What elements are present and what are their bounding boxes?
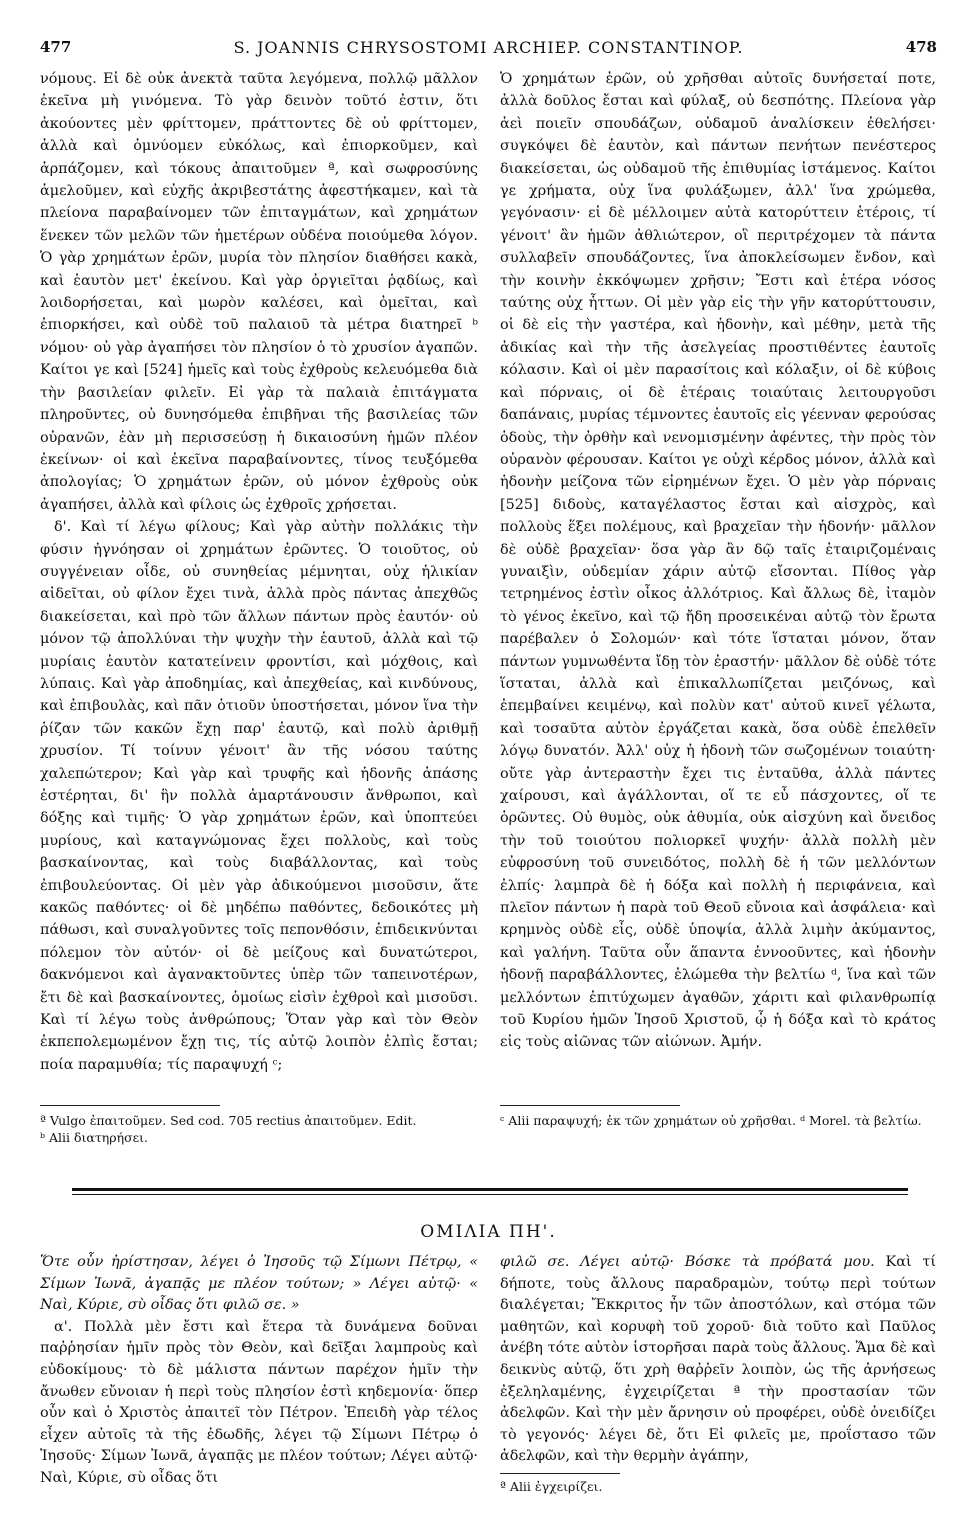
left-column xyxy=(40,68,478,1076)
footnotes-right xyxy=(500,1112,936,1129)
paragraph: Ὁ χρημάτων ἐρῶν, οὐ χρῆσθαι αὐτοῖς δυνήσεταί ποτε, ἀλλὰ δοῦλος ἔσται καὶ φύλαξ, οὐ δεσπότης. Πλείονα γὰρ ἀεὶ ποιεῖν σπουδάζων, οὐδαμοῦ ἀναλίσκειν ἐθελήσει· συγκόψει δὲ ἑαυτὸν, καὶ πάντων πενήτων πενέστερος διακείσεται, ὡς οὐδαμοῦ τῆς ἐπιθυμίας ἱστάμενος. Καίτοι γε χρήματα, οὐχ ἵνα φυλάξωμεν, ἀλλ' ἵνα χρώμεθα, γεγόνασιν· εἰ δὲ μέλλοιμεν αὐτὰ κατορύττειν ἑτέροις, τί γένοιτ' ἂν ἡμῶν ἀθλιώτερον, οἳ περιτρέχομεν τὰ πάντα συλλαβεῖν σπουδάζοντες, ἵνα ἀποκλείσωμεν ἔνδον, καὶ τὴν κοινὴν ἐκκόψωμεν χρῆσιν; Ἔστι καὶ ἑτέρα νόσος ταύτης οὐχ ἧττων. Οἱ μὲν γὰρ εἰς τὴν γῆν κατορύττουσιν, οἱ δὲ εἰς τὴν γαστέρα, καὶ ἡδονὴν, καὶ μέθην, μετὰ τῆς ἀδικίας καὶ τὴν τῆς ἀσελγείας προστιθέντες ἑαυτοῖς κόλασιν. Καὶ οἱ μὲν παρασίτοις καὶ κόλαξιν, οἱ δὲ κύβοις καὶ πόρναις, οἱ δὲ ἑτέραις τοιαύταις λειτουργοῦσι δαπάναις, μυρίας τέμνοντες ἑαυτοῖς εἰς γέενναν φερούσας ὁδοὺς, τὴν ὀρθὴν καὶ νενομισμένην ἀφέντες, τὴν πρὸς τὸν οὐρανὸν φέρουσαν. Καίτοι γε οὐχὶ κέρδος μόνον, ἀλλὰ καὶ ἡδονὴν μείζονα τῶν εἰρημένων ἔχει. Ὁ μὲν γὰρ πόρναις [525] διδοὺς, καταγέλαστος ἔσται καὶ αἰσχρὸς, καὶ πολλοὺς ἕξει πολέμους, καὶ βραχεῖαν τὴν ἡδονήν· μᾶλλον δὲ οὐδὲ βραχεῖαν· ὅσα γὰρ ἂν δῷ ταῖς ἑταιριζομέναις γυναιξὶν, οὐδεμίαν χάριν αὐτῷ εἴσονται. Πίθος γὰρ τετρημένος ἐστὶν οἶκος ἀλλότριος. Καὶ ἄλλως δὲ, ἰταμὸν τὸ γένος ἐκεῖνο, καὶ τῷ ἤδη προσεικέναι αὐτῷ τὸν ἔρωτα παρέβαλεν ὁ Σολομών· καὶ τότε ἵσταται μόνον, ὅταν πάντων γυμνωθέντα ἴδῃ τὸν ἐραστήν· μᾶλλον δὲ οὐδὲ τότε ἵσταται, ἀλλὰ καὶ ἐπικαλλωπίζεται μειζόνως, καὶ ἐπεμβαίνει κειμένῳ, καὶ πολὺν κατ' αὐτοῦ κινεῖ γέλωτα, καὶ τοσαῦτα αὐτὸν ἐργάζεται κακὰ, ὅσα οὐδὲ ἐπελθεῖν λόγῳ δυνατόν. Ἀλλ' οὐχ ἡ ἡδονὴ τῶν σωζομένων τοιαύτη· οὔτε γὰρ ἀντεραστὴν ἔχει τις ἐνταῦθα, ἀλλὰ πάντες χαίρουσι, καὶ ἀγάλλονται, οἵ τε εὖ πάσχοντες, οἵ τε ὁρῶντες. Οὐ θυμὸς, οὐκ ἀθυμία, οὐκ αἰσχύνη καὶ ὄνειδος τὴν τοῦ τοιούτου πολιορκεῖ ψυχήν· ἀλλὰ πολλὴ μὲν εὐφροσύνη τοῦ συνειδότος, πολλὴ δὲ ἡ τῶν μελλόντων ἐλπίς· λαμπρὰ δὲ ἡ δόξα καὶ πολλὴ ἡ περιφάνεια, καὶ πλεῖον πάντων ἡ παρὰ τοῦ Θεοῦ εὔνοια καὶ ἀσφάλεια· καὶ κρημνὸς οὐδὲ εἷς, οὐδὲ ὑποψία, ἀλλὰ λιμὴν ἀκύμαντος, καὶ γαλήνη. Ταῦτα οὖν ἅπαντα ἐννοοῦντες, καὶ ἡδονὴν ἡδονῇ παραβάλλοντες, ἑλώμεθα τὴν βελτίω ᵈ, ἵνα καὶ τῶν μελλόντων ἐπιτύχωμεν ἀγαθῶν, χάριτι καὶ φιλανθρωπίᾳ τοῦ Κυρίου ἡμῶν Ἰησοῦ Χριστοῦ, ᾧ ἡ δόξα καὶ τὸ κράτος εἰς τοὺς αἰῶνας τῶν αἰώνων. Ἀμήν. xyxy=(500,71,936,1051)
homily-left-column xyxy=(40,1252,478,1490)
page-number-right: 478 xyxy=(905,38,937,56)
footnote: ᵇ Alii διατηρήσει. xyxy=(40,1130,148,1145)
paragraph-text: Καὶ τί δήποτε, τοὺς ἄλλους παραδραμὼν, τούτῳ περὶ τούτων διαλέγεται; Ἔκκριτος ἦν τῶν ἀποστόλων, καὶ στόμα τῶν μαθητῶν, καὶ κορυφὴ τοῦ χοροῦ· διὰ τοῦτο καὶ Παῦλος ἀνέβη τότε αὐτὸν ἱστορῆσαι παρὰ τοὺς ἄλλους. Ἅμα δὲ καὶ δεικνὺς αὐτῷ, ὅτι χρὴ θαῤῥεῖν λοιπὸν, ὡς τῆς ἀρνήσεως ἐξεληλαμένης, ἐγχειρίζεται ª τὴν προστασίαν τῶν ἀδελφῶν. Καὶ τὴν μὲν ἄρνησιν οὐ προφέρει, οὐδὲ ὀνειδίζει τὸ γεγονός· λέγει δὲ, ὅτι Εἰ φιλεῖς με, προΐστασο τῶν ἀδελφῶν, καὶ τὴν θερμὴν ἀγάπην, xyxy=(500,1254,936,1465)
footnotes-left xyxy=(40,1112,478,1146)
footnote: ᶜ Alii παραψυχή; ἐκ τῶν χρημάτων οὐ χρῆσθαι. ᵈ Morel. τὰ βελτίω. xyxy=(500,1113,922,1128)
lemma-continuation: φιλῶ σε. Λέγει αὐτῷ· Βόσκε τὰ πρόβατά μου. xyxy=(500,1254,875,1270)
running-title: S. JOANNIS CHRYSOSTOMI ARCHIEP. CONSTANTINOP. xyxy=(233,38,744,57)
homily-title: ΟΜΙΛΙΑ ΠΗ'. xyxy=(420,1222,557,1242)
homily-right-column xyxy=(500,1252,936,1468)
paragraph xyxy=(500,1252,936,1468)
section-divider xyxy=(72,1188,908,1191)
section-divider-thin xyxy=(72,1194,908,1195)
right-column xyxy=(500,68,936,1054)
footnote-rule xyxy=(40,1105,220,1106)
paragraph: νόμους. Εἰ δὲ οὐκ ἀνεκτὰ ταῦτα λεγόμενα, πολλῷ μᾶλλον ἐκεῖνα μὴ γινόμενα. Τὸ γὰρ δεινὸν τοῦτό ἐστιν, ὅτι ἀκούοντες μὲν φρίττομεν, πράττοντες δὲ οὐ φρίττομεν, ἀλλὰ καὶ ὀμνύομεν εὐκόλως, καὶ ἐπιορκοῦμεν, καὶ ἁρπάζομεν, καὶ τόκους ἀπαιτοῦμεν ª, καὶ σωφροσύνης ἀμελοῦμεν, καὶ εὐχῆς ἀκριβεστάτης ἀφεστήκαμεν, καὶ τὰ πλείονα παραβαίνομεν τῶν ἐπιταγμάτων, καὶ χρημάτων ἕνεκεν τῶν μελῶν τῶν ἡμετέρων οὐδένα ποιούμεθα λόγον. Ὁ γὰρ χρημάτων ἐρῶν, μυρία τὸν πλησίον διαθήσει κακὰ, καὶ ἑαυτὸν μετ' ἐκείνου. Καὶ γὰρ ὀργιεῖται ῥᾳδίως, καὶ λοιδορήσεται, καὶ μωρὸν καλέσει, καὶ ὀμεῖται, καὶ ἐπιορκήσει, καὶ οὐδὲ τοῦ παλαιοῦ τὰ μέτρα διατηρεῖ ᵇ νόμου· οὐ γὰρ ἀγαπήσει τὸν πλησίον ὁ τὸ χρυσίον ἀγαπῶν. Καίτοι γε καὶ [524] ἡμεῖς καὶ τοὺς ἐχθροὺς κελευόμεθα διὰ τὴν βασιλείαν φιλεῖν. Εἰ γὰρ τὰ παλαιὰ ἐπιτάγματα πληροῦντες, οὐ δυνησόμεθα ἐπιβῆναι τῆς βασιλείας τῶν οὐρανῶν, ἐὰν μὴ περισσεύσῃ ἡ δικαιοσύνη ἡμῶν πλέον ἐκείνων· οἱ καὶ ἐκεῖνα παραβαίνοντες, τίνος τευξόμεθα ἀπολογίας; Ὁ χρημάτων ἐρῶν, οὐ μόνον ἐχθροὺς οὐκ ἀγαπήσει, ἀλλὰ καὶ φίλοις ὡς ἐχθροῖς χρήσεται. xyxy=(40,71,478,513)
running-header xyxy=(40,38,937,60)
footnote: ª Vulgo ἐπαιτοῦμεν. Sed cod. 705 rectius ἀπαιτοῦμεν. Edit. xyxy=(40,1113,417,1128)
homily-footnote: ª Alii ἐγχειρίζει. xyxy=(500,1479,603,1494)
paragraph: δ'. Καὶ τί λέγω φίλους; Καὶ γὰρ αὐτὴν πολλάκις τὴν φύσιν ἠγνόησαν οἱ χρημάτων ἐρῶντες. Ὁ τοιοῦτος, οὐ συγγένειαν οἶδε, οὐ συνηθείας μέμνηται, οὐχ ἡλικίαν αἰδεῖται, οὐ φίλον ἔχει τινὰ, ἀλλὰ πρὸς πάντας ἀπεχθῶς διακείσεται, καὶ πρὸ τῶν ἄλλων πάντων πρὸς ἑαυτόν· οὐ μόνον τῷ ἀπολλύναι τὴν ψυχὴν τὴν ἑαυτοῦ, ἀλλὰ καὶ τῷ μυρίαις ἑαυτὸν κατατείνειν φροντίσι, καὶ μόχθοις, καὶ λύπαις. Καὶ γὰρ ἀποδημίας, καὶ ἀπεχθείας, καὶ κινδύνους, καὶ ἐπιβουλὰς, καὶ πᾶν ὁτιοῦν ὑποστήσεται, μόνον ἵνα τὴν ῥίζαν τῶν κακῶν ἔχῃ παρ' ἑαυτῷ, καὶ πολὺ ἀριθμῇ χρυσίον. Τί τοίνυν γένοιτ' ἂν τῆς νόσου ταύτης χαλεπώτερον; Καὶ γὰρ καὶ τρυφῆς καὶ ἡδονῆς ἁπάσης ἐστέρηται, δι' ἣν πολλὰ ἁμαρτάνουσιν ἄνθρωποι, καὶ δόξης καὶ τιμῆς· Ὁ γὰρ χρημάτων ἐρῶν, καὶ ὑποπτεύει μυρίους, καὶ καταγνώμονας ἔχει πολλοὺς, καὶ τοὺς βασκαίνοντας, καὶ τοὺς διαβάλλοντας, καὶ τοὺς ἐπιβουλεύοντας. Οἱ μὲν γὰρ ἀδικούμενοι μισοῦσιν, ἅτε κακῶς παθόντες· οἱ δὲ μηδέπω παθόντες, δεδοικότες μὴ πάθωσι, καὶ συναλγοῦντες τοῖς πεπονθόσιν, ἐπιδεικνύνται πόλεμον τὸν αὐτόν· οἱ δὲ μείζους καὶ δυνατώτεροι, δακνόμενοι καὶ ἀγανακτοῦντες ὑπὲρ τῶν ταπεινοτέρων, ἔτι δὲ καὶ βασκαίνοντες, ὁμοίως εἰσὶν ἐχθροὶ καὶ μισοῦσι. Καὶ τί λέγω τοὺς ἀνθρώπους; Ὅταν γὰρ καὶ τὸν Θεὸν ἐκπεπολεμωμένον ἔχῃ τις, τίς αὐτῷ λοιπὸν ἐλπὶς ἔσται; ποία παραμυθία; τίς παραψυχή ᶜ; xyxy=(40,519,478,1073)
footnote-rule xyxy=(500,1105,680,1106)
paragraph: α'. Πολλὰ μὲν ἔστι καὶ ἕτερα τὰ δυνάμενα δοῦναι παῤῥησίαν ἡμῖν πρὸς τὸν Θεὸν, καὶ δεῖξαι λαμπροὺς καὶ εὐδοκίμους· τὸ δὲ μάλιστα πάντων παρέχον ἡμῖν τὴν ἄνωθεν εὔνοιαν ἡ περὶ τοὺς πλησίον ἐστὶ κηδεμονία· ὅπερ οὖν καὶ ὁ Χριστὸς ἀπαιτεῖ τὸν Πέτρον. Ἐπειδὴ γὰρ τέλος εἶχεν αὐτοῖς τὰ τῆς ἐδωδῆς, λέγει τῷ Σίμωνι Πέτρῳ ὁ Ἰησοῦς· Σίμων Ἰωνᾶ, ἀγαπᾷς με πλέον τούτων; Λέγει αὐτῷ· Ναὶ, Κύριε, σὺ οἶδας ὅτι xyxy=(40,1318,478,1486)
page-number-left: 477 xyxy=(40,38,72,56)
homily-lemma: Ὅτε οὖν ἠρίστησαν, λέγει ὁ Ἰησοῦς τῷ Σίμωνι Πέτρῳ, « Σίμων Ἰωνᾶ, ἀγαπᾷς με πλέον τούτων; » Λέγει αὐτῷ· « Ναὶ, Κύριε, σὺ οἶδας ὅτι φιλῶ σε. » xyxy=(40,1254,478,1314)
footnote-rule xyxy=(500,1473,620,1474)
